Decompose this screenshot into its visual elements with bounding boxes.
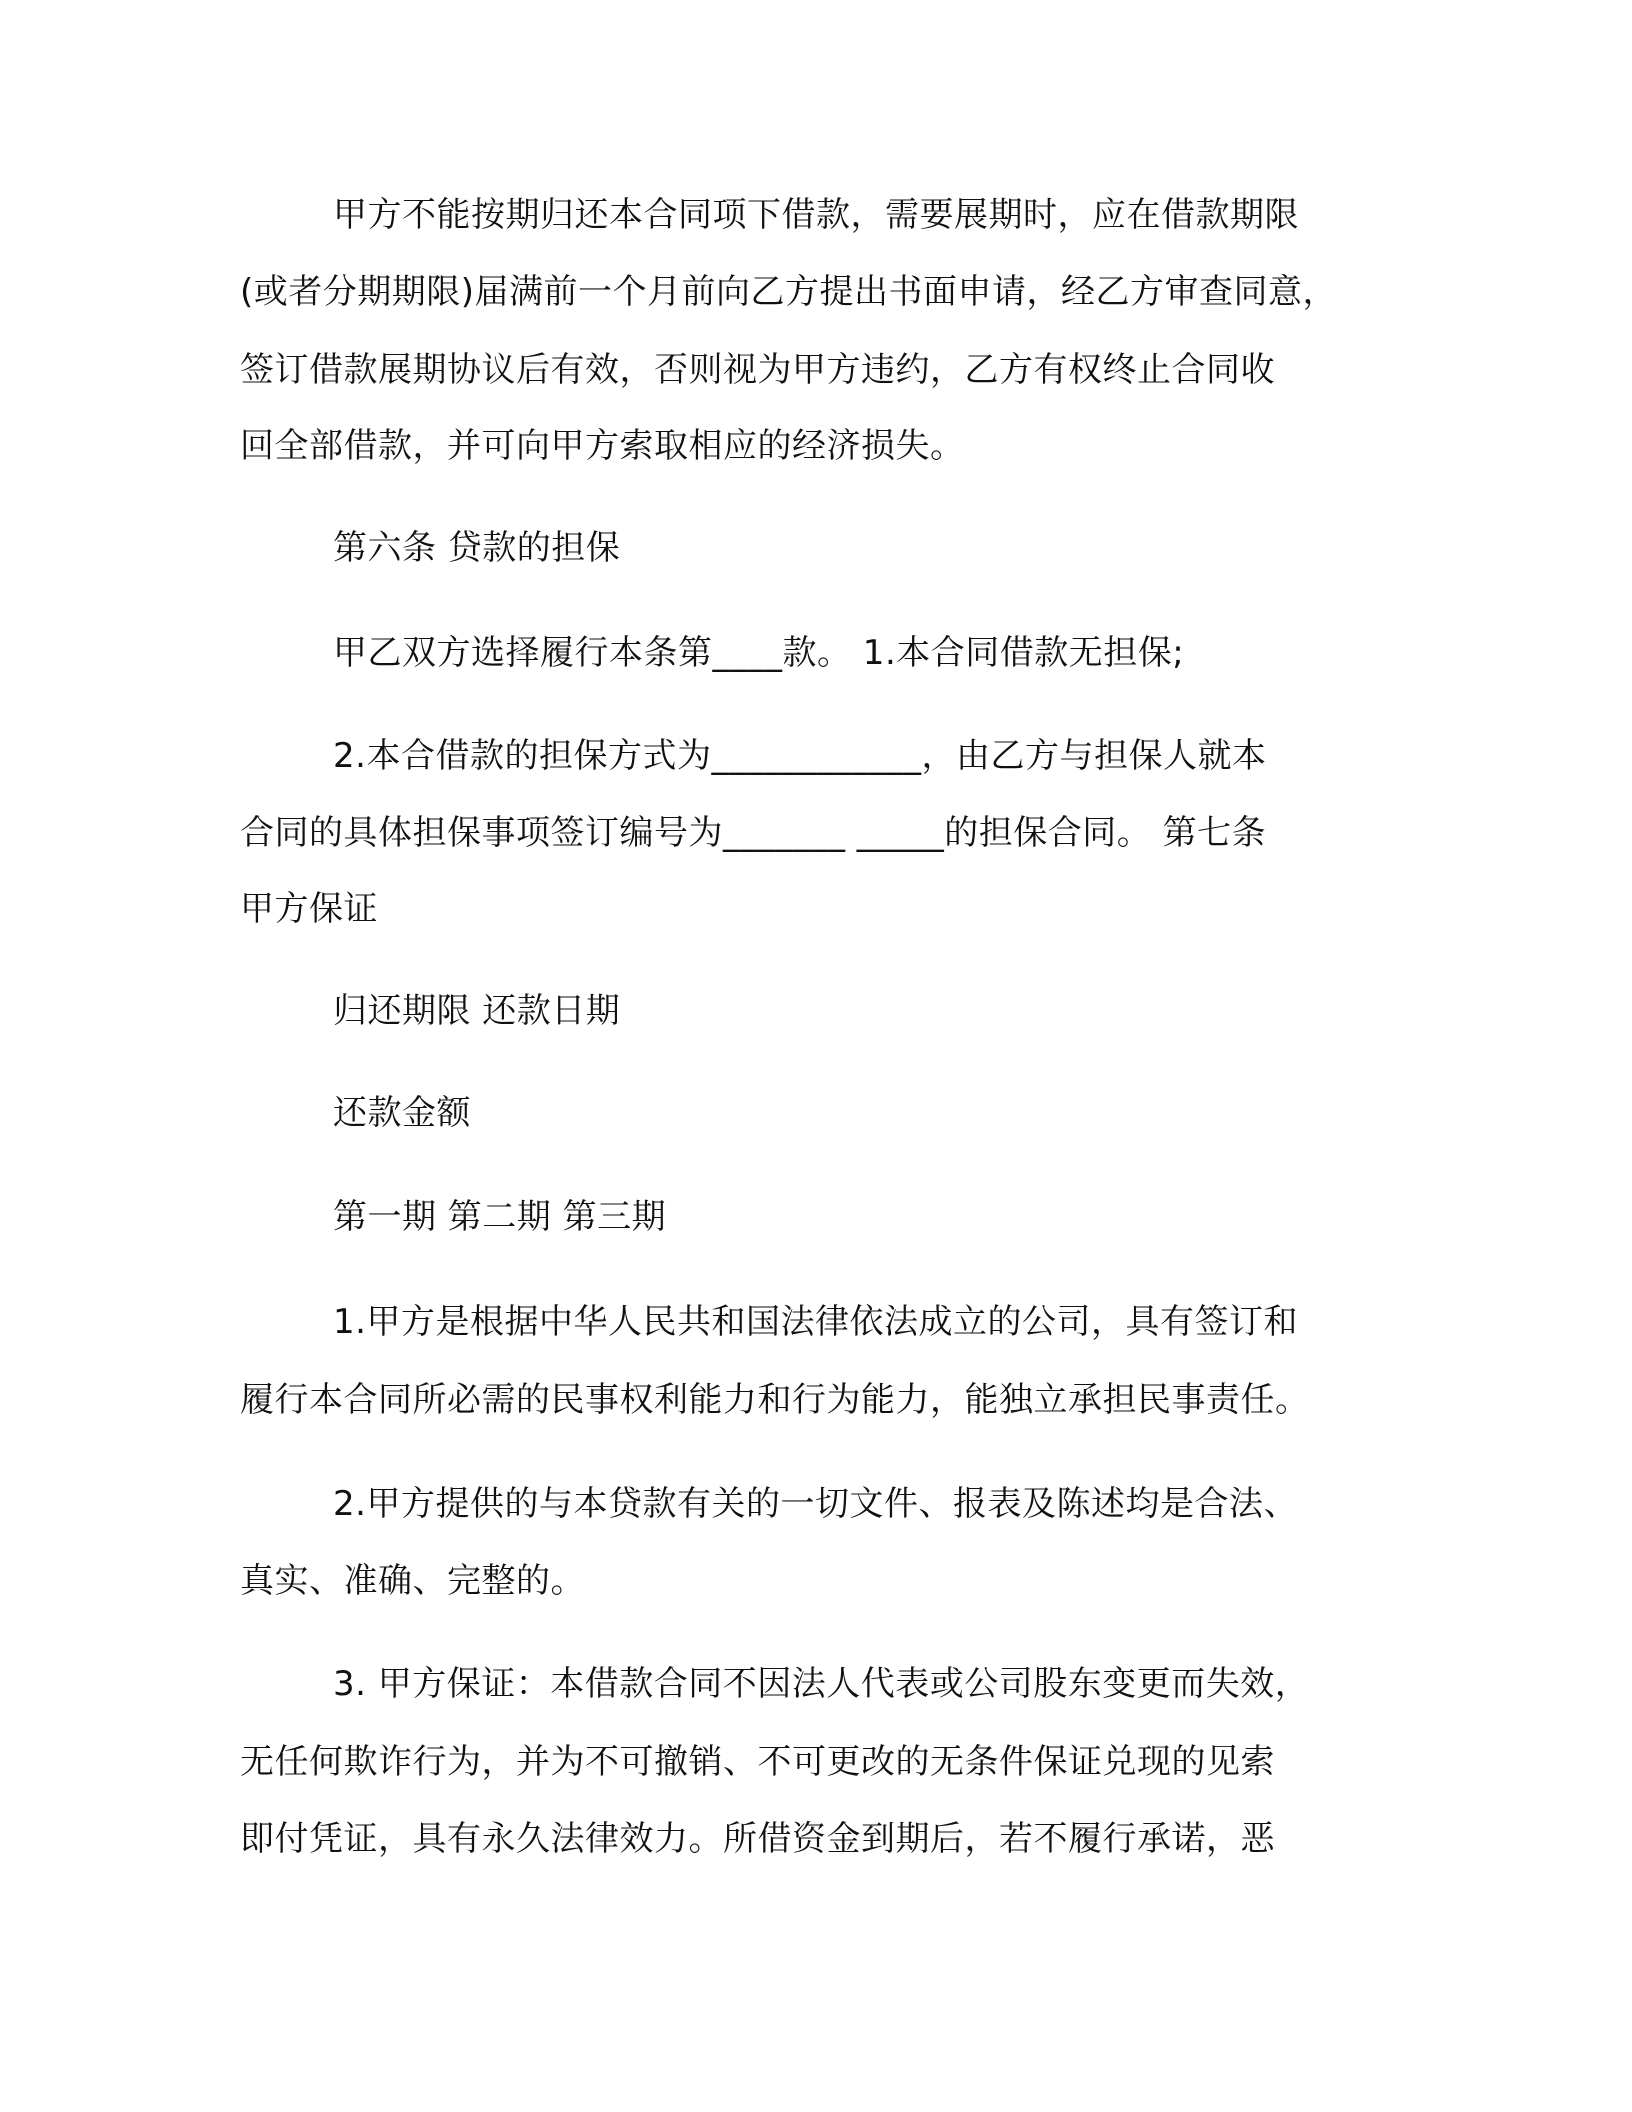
text-line: 甲方不能按期归还本合同项下借款，需要展期时，应在借款期限 [333,195,1299,235]
text-line: (或者分期期限)届满前一个月前向乙方提出书面申请，经乙方审查同意， [240,272,1338,312]
text-line: 2.本合借款的担保方式为____________，由乙方与担保人就本 [333,736,1267,776]
text-line: 甲乙双方选择履行本条第____款。 1.本合同借款无担保; [333,633,1185,673]
text-line: 合同的具体担保事项签订编号为_______ _____的担保合同。 第七条 [240,813,1267,853]
text-line: 履行本合同所必需的民事权利能力和行为能力，能独立承担民事责任。 [240,1380,1310,1420]
text-line: 甲方保证 [240,889,378,929]
text-line: 还款金额 [333,1093,471,1133]
text-line: 真实、准确、完整的。 [240,1561,585,1601]
text-line: 3. 甲方保证：本借款合同不因法人代表或公司股东变更而失效， [333,1664,1310,1704]
text-line: 1.甲方是根据中华人民共和国法律依法成立的公司，具有签订和 [333,1302,1298,1342]
text-line: 第一期 第二期 第三期 [333,1197,667,1237]
text-line: 归还期限 还款日期 [333,991,621,1031]
text-line: 即付凭证，具有永久法律效力。所借资金到期后，若不履行承诺，恶 [240,1819,1275,1859]
text-line: 无任何欺诈行为，并为不可撤销、不可更改的无条件保证兑现的见索 [240,1742,1275,1782]
text-line: 回全部借款，并可向甲方索取相应的经济损失。 [240,426,965,466]
text-line: 2.甲方提供的与本贷款有关的一切文件、报表及陈述均是合法、 [333,1484,1298,1524]
section-heading: 第六条 贷款的担保 [333,528,621,568]
text-line: 签订借款展期协议后有效，否则视为甲方违约，乙方有权终止合同收 [240,350,1275,390]
